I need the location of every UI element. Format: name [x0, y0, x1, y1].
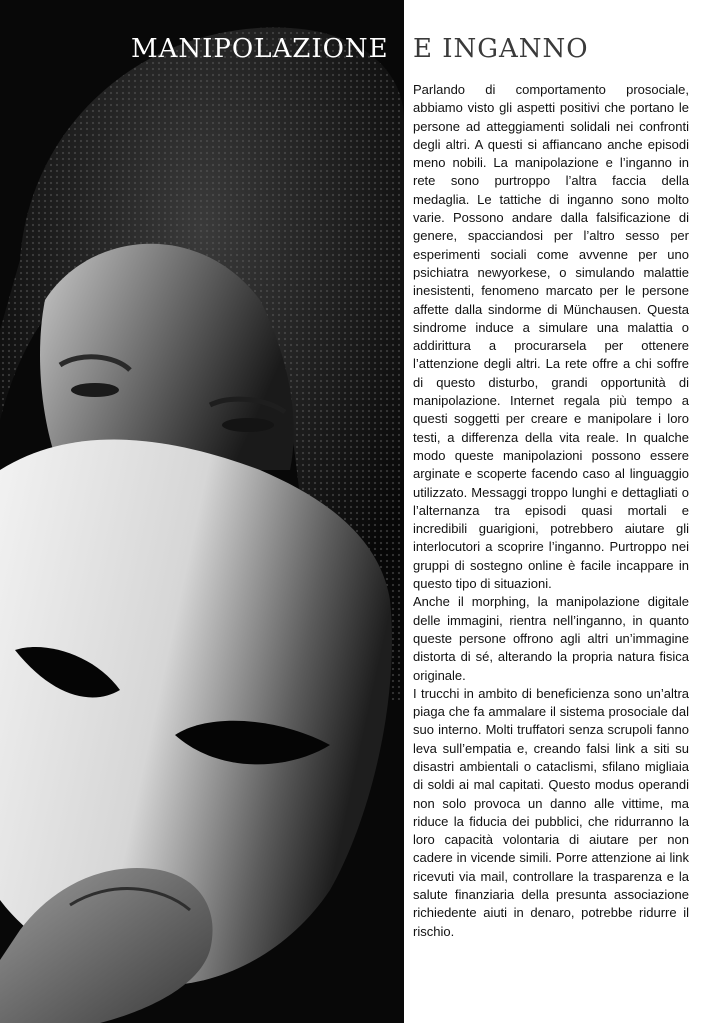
paragraph: Parlando di comportamento prosociale, abbiamo visto gli aspetti positivi che portano le persone ad atteggiamenti solidali nei confronti degli altri. A questi si affiancano anche episodi meno nobili. La manipolazione e l’inganno in rete sono purtroppo l’altra faccia della medaglia. Le tattiche di inganno sono molto varie. Possono andare dalla falsificazione di genere, spacciandosi per l’altro sesso per esperimenti sociali come avvenne per uno psichiatra newyorkese, o simulando malattie inesistenti, fenomeno marcato per le persone affette dalla sindorme di Münchausen. Questa sindrome induce a simulare una malattia o addirittura a procurarsela per ottenere l’attenzione degli altri. La rete offre a chi soffre di questo disturbo, grandi opportunità di manipolazione. Internet regala più tempo a questi soggetti per creare e manipolare i loro testi, a differenza della vita reale. In qualche modo queste manipolazioni possono essere arginate e scoperte facendo caso al linguaggio utilizzato. Messaggi troppo lunghi e dettagliati o l’alternanza tra episodi quasi mortali e incredibili guarigioni, potrebbero aiutare gli interlocutori a scoprire l’inganno. Purtroppo nei gruppi di sostegno online è facile incappare in questo tipo di situazioni. — [413, 82, 689, 592]
title-second-part: E INGANNO — [413, 34, 589, 64]
article-body — [413, 81, 689, 941]
title-first-word: MANIPOLAZIONE — [131, 34, 389, 64]
paragraph: Anche il morphing, la manipolazione digitale delle immagini, rientra nell’inganno, in quanto queste persone offrono agli altri un’immagine distorta di sé, alterando la propria natura fisica originale. — [413, 594, 689, 683]
page-title — [0, 34, 723, 74]
paragraph: I trucchi in ambito di beneficienza sono un’altra piaga che fa ammalare il sistema prosociale dal suo interno. Molti truffatori senza scrupoli fanno leva sull’empatia e, creando falsi link a siti su disastri ambientali o cataclismi, sfilano migliaia di soldi ai mal capitati. Questo modus operandi non solo provoca un danno alle vittime, ma riduce la fiducia dei pubblici, che ridurranno la loro capacità volontaria di aiutare per non cadere in vicende simili. Porre attenzione ai link ricevuti via mail, controllare la trasparenza e la salute finanziaria della presunta associazione richiedente aiuti in denaro, potrebbe ridurre il rischio. — [413, 685, 689, 939]
